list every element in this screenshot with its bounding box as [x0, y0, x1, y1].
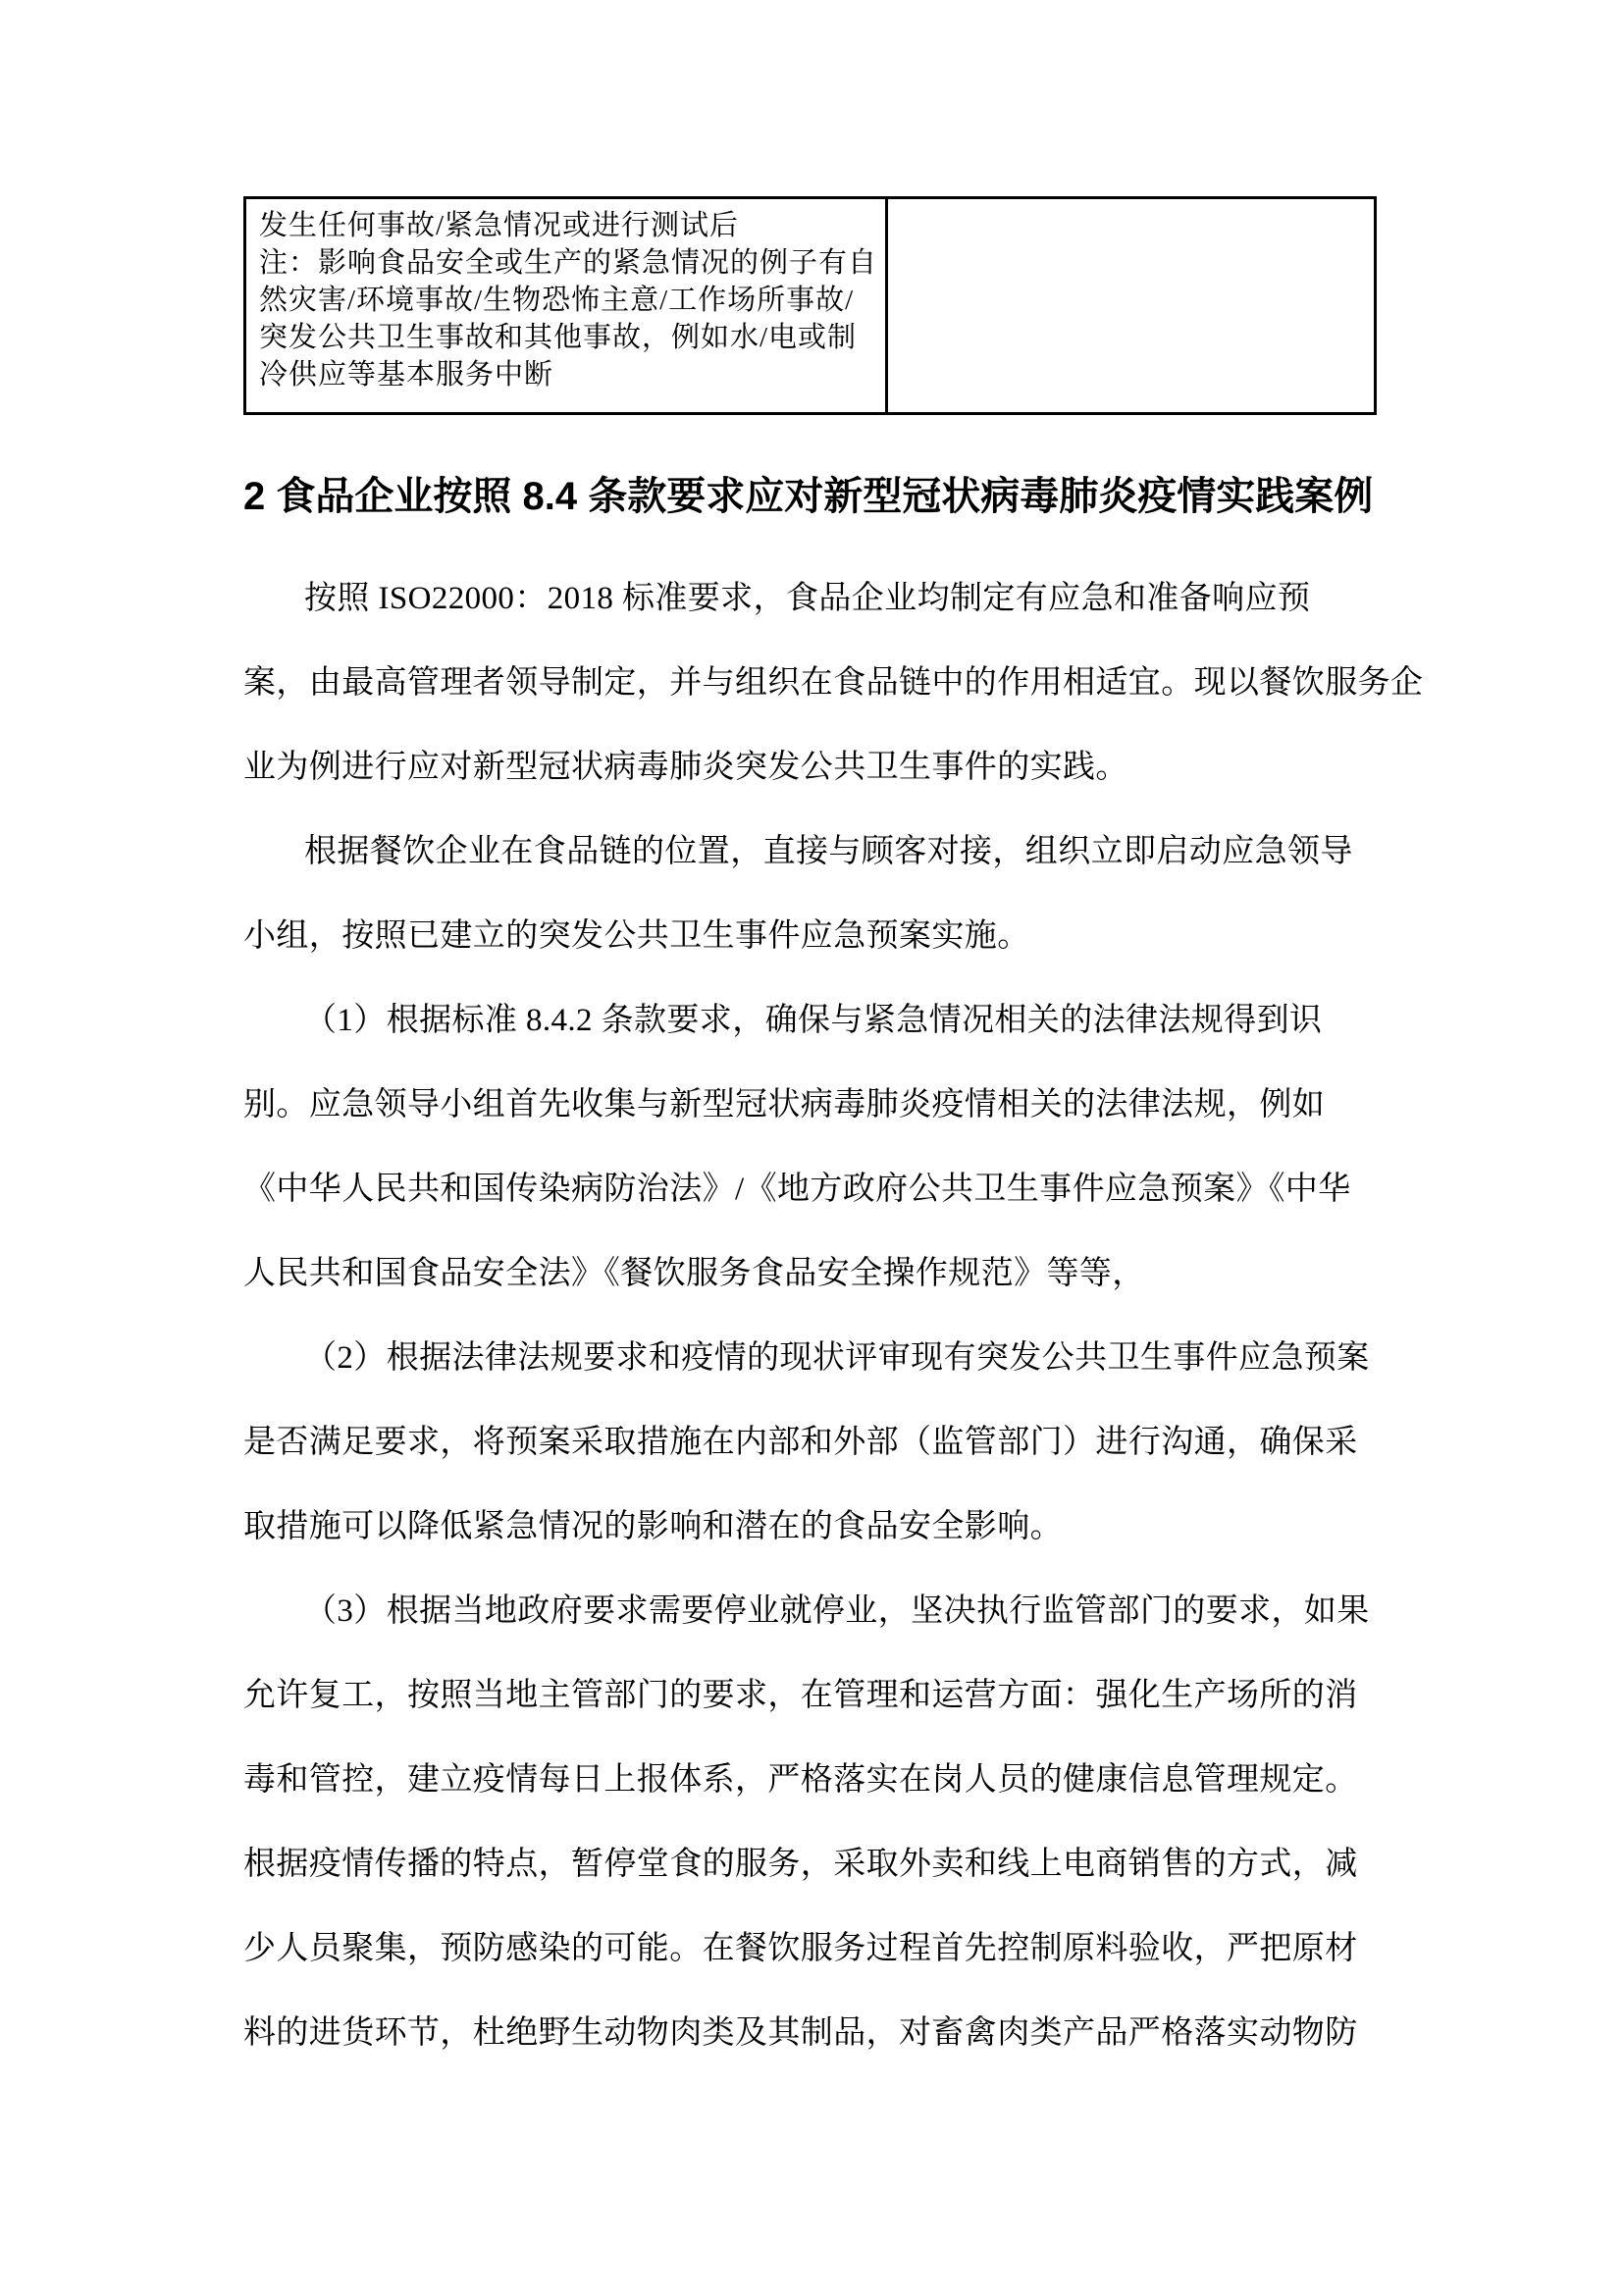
document-body	[243, 556, 1424, 2075]
text-line: 《中华人民共和国传染病防治法》/《地方政府公共卫生事件应急预案》《中华	[243, 1172, 1351, 1207]
table-text-line: 然灾害/环境事故/生物恐怖主意/工作场所事故/	[259, 285, 855, 316]
text-line: 别。应急领导小组首先收集与新型冠状病毒肺炎疫情相关的法律法规，例如	[243, 1087, 1326, 1122]
paragraph-item-3	[243, 1569, 1381, 2075]
text-line: 允许复工，按照当地主管部门的要求，在管理和运营方面：强化生产场所的消	[243, 1678, 1358, 1713]
text-line: 少人员聚集，预防感染的可能。在餐饮服务过程首先控制原料验收，严把原材	[243, 1931, 1358, 1966]
text-line: 业为例进行应对新型冠状病毒肺炎突发公共卫生事件的实践。	[243, 750, 1128, 785]
text-line: （3）根据当地政府要求需要停业就停业，坚决执行监管部门的要求，如果	[304, 1593, 1370, 1629]
text-line: 案，由最高管理者领导制定，并与组织在食品链中的作用相适宜。现以餐饮服务企	[243, 665, 1424, 701]
text-line: 是否满足要求，将预案采取措施在内部和外部（监管部门）进行沟通，确保采	[243, 1425, 1358, 1460]
paragraph-item-2	[243, 1316, 1381, 1569]
text-line: 毒和管控，建立疫情每日上报体系，严格落实在岗人员的健康信息管理规定。	[243, 1762, 1358, 1798]
table-text-line: 突发公共卫生事故和其他事故，例如水/电或制	[259, 322, 858, 353]
paragraph-intro	[243, 556, 1424, 809]
table-text-line: 发生任何事故/紧急情况或进行测试后	[259, 210, 740, 241]
text-line: 人民共和国食品安全法》《餐饮服务食品安全操作规范》等等，	[243, 1256, 1145, 1291]
section-heading: 2 食品企业按照 8.4 条款要求应对新型冠状病毒肺炎疫情实践案例	[243, 475, 1374, 518]
text-line: 按照 ISO22000：2018 标准要求，食品企业均制定有应急和准备响应预	[304, 581, 1311, 616]
paragraph-launch	[243, 809, 1381, 978]
table-text-line: 注：影响食品安全或生产的紧急情况的例子有自	[259, 247, 878, 279]
text-line: （1）根据标准 8.4.2 条款要求，确保与紧急情况相关的法律法规得到识	[304, 1003, 1323, 1038]
text-line: 小组，按照已建立的突发公共卫生事件应急预案实施。	[243, 918, 1030, 954]
text-line: 料的进货环节，杜绝野生动物肉类及其制品，对畜禽肉类产品严格落实动物防	[243, 2015, 1358, 2051]
paragraph-item-1	[243, 978, 1381, 1316]
text-line: 根据餐饮企业在食品链的位置，直接与顾客对接，组织立即启动应急领导	[304, 834, 1353, 869]
text-line: （2）根据法律法规要求和疫情的现状评审现有突发公共卫生事件应急预案	[304, 1340, 1370, 1376]
text-line: 根据疫情传播的特点，暂停堂食的服务，采取外卖和线上电商销售的方式，减	[243, 1847, 1358, 1882]
text-line: 取措施可以降低紧急情况的影响和潜在的食品安全影响。	[243, 1509, 1063, 1544]
table-cell-right	[888, 199, 1374, 412]
emergency-response-table	[243, 196, 1377, 415]
table-text-line: 冷供应等基本服务中断	[259, 359, 554, 391]
table-cell-left	[246, 199, 888, 412]
